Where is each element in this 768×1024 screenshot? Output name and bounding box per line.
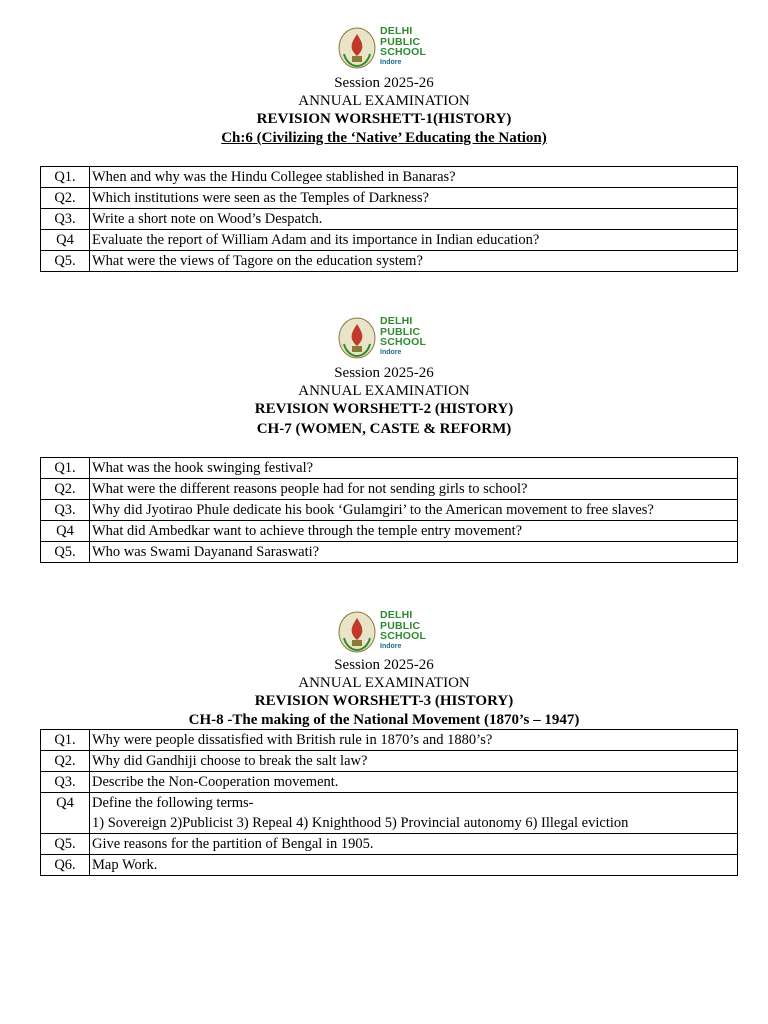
question-text: [90, 793, 738, 834]
question-number: Q5.: [41, 542, 90, 563]
question-number: Q4: [41, 521, 90, 542]
question-number: Q3.: [41, 772, 90, 793]
table-row: [41, 209, 738, 230]
school-city: Indore: [380, 59, 402, 66]
school-city: Indore: [380, 349, 402, 356]
session-label: Session 2025-26: [334, 75, 434, 91]
exam-label: ANNUAL EXAMINATION: [298, 675, 470, 691]
exam-label: ANNUAL EXAMINATION: [298, 383, 470, 399]
question-table: [40, 457, 738, 563]
question-text: Evaluate the report of William Adam and its importance in Indian education?: [90, 230, 738, 251]
question-table: [40, 166, 738, 272]
question-text: When and why was the Hindu Collegee stablished in Banaras?: [90, 167, 738, 188]
table-row: [41, 834, 738, 855]
question-number: Q1.: [41, 730, 90, 751]
question-text: Who was Swami Dayanand Saraswati?: [90, 542, 738, 563]
worksheet-title: REVISION WORSHETT-2 (HISTORY): [254, 401, 514, 417]
question-text: What did Ambedkar want to achieve through the temple entry movement?: [90, 521, 738, 542]
question-text: Why were people dissatisfied with British rule in 1870’s and 1880’s?: [90, 730, 738, 751]
question-text: Which institutions were seen as the Temples of Darkness?: [90, 188, 738, 209]
question-number: Q2.: [41, 188, 90, 209]
school-name: DELHI PUBLIC SCHOOL: [380, 315, 427, 348]
table-row: [41, 542, 738, 563]
question-number: Q6.: [41, 855, 90, 876]
question-text-line: 1) Sovereign 2)Publicist 3) Repeal 4) Knighthood 5) Provincial autonomy 6) Illegal eviction: [92, 815, 629, 831]
table-row: [41, 855, 738, 876]
table-row: [41, 772, 738, 793]
question-text: What were the different reasons people had for not sending girls to school?: [90, 479, 738, 500]
dps-lamp-emblem-icon: [336, 610, 378, 656]
school-logo: [336, 610, 442, 656]
chapter-heading: [0, 129, 768, 147]
question-number: Q2.: [41, 479, 90, 500]
question-text: What were the views of Tagore on the education system?: [90, 251, 738, 272]
school-city: Indore: [380, 643, 402, 650]
session-label: Session 2025-26: [334, 657, 434, 673]
question-number: Q1.: [41, 167, 90, 188]
question-text: Why did Jyotirao Phule dedicate his book ‘Gulamgiri’ to the American movement to free slaves?: [90, 500, 738, 521]
table-row: [41, 730, 738, 751]
question-text: Write a short note on Wood’s Despatch.: [90, 209, 738, 230]
question-text-line: Define the following terms-: [92, 795, 254, 811]
question-text: Describe the Non-Cooperation movement.: [90, 772, 738, 793]
chapter-heading: CH-7 (WOMEN, CASTE & REFORM): [256, 421, 512, 437]
table-row: [41, 167, 738, 188]
question-number: Q4: [41, 230, 90, 251]
question-number: Q2.: [41, 751, 90, 772]
worksheet-title: REVISION WORSHETT-1(HISTORY): [256, 111, 512, 127]
table-row: [41, 251, 738, 272]
question-number: Q3.: [41, 209, 90, 230]
question-table: [40, 729, 738, 876]
question-text: Map Work.: [90, 855, 738, 876]
question-text: Why did Gandhiji choose to break the salt law?: [90, 751, 738, 772]
school-logo: [336, 26, 442, 72]
session-label: Session 2025-26: [334, 365, 434, 381]
table-row: [41, 521, 738, 542]
question-number: Q5.: [41, 834, 90, 855]
chapter-heading-text: Ch:6 (Civilizing the ‘Native’ Educating the Nation): [221, 130, 547, 146]
table-row: [41, 751, 738, 772]
chapter-heading: CH-8 -The making of the National Movement (1870’s – 1947): [188, 712, 580, 728]
table-row: [41, 458, 738, 479]
school-logo: [336, 316, 442, 362]
table-row: [41, 479, 738, 500]
question-number: Q3.: [41, 500, 90, 521]
worksheet-title: REVISION WORSHETT-3 (HISTORY): [254, 693, 514, 709]
question-number: Q5.: [41, 251, 90, 272]
table-row: [41, 230, 738, 251]
table-row: [41, 793, 738, 834]
school-name: DELHI PUBLIC SCHOOL: [380, 25, 427, 58]
table-row: [41, 188, 738, 209]
dps-lamp-emblem-icon: [336, 26, 378, 72]
question-number: Q1.: [41, 458, 90, 479]
question-number: Q4: [41, 793, 90, 834]
school-name: DELHI PUBLIC SCHOOL: [380, 609, 427, 642]
question-text: What was the hook swinging festival?: [90, 458, 738, 479]
table-row: [41, 500, 738, 521]
question-text: Give reasons for the partition of Bengal in 1905.: [90, 834, 738, 855]
dps-lamp-emblem-icon: [336, 316, 378, 362]
exam-label: ANNUAL EXAMINATION: [298, 93, 470, 109]
